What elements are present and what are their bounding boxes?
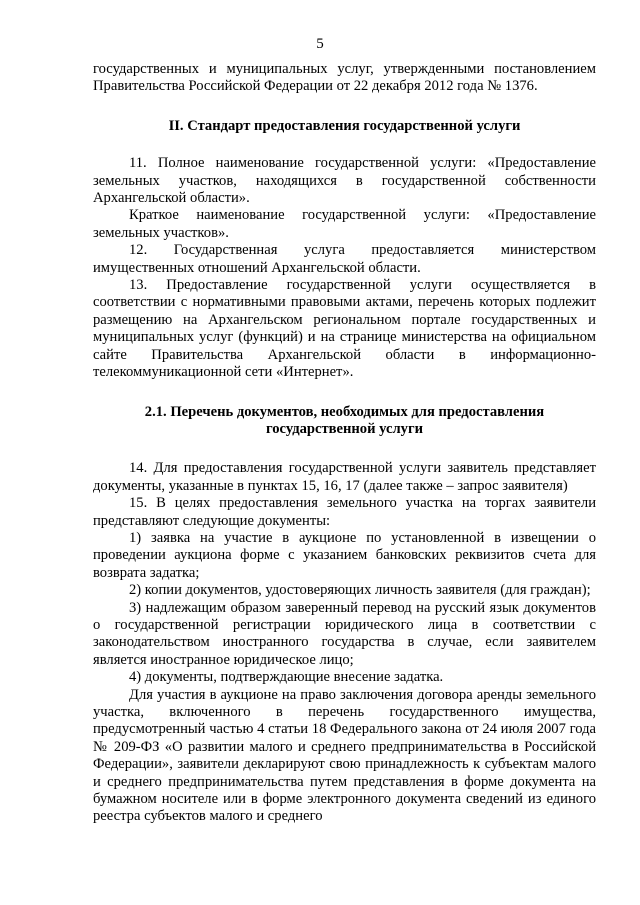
list-item-2: 2) копии документов, удостоверяющих личность заявителя (для граждан); — [129, 582, 591, 599]
paragraph-15: 15. В целях предоставления земельного участка на торгах заявители представляют следующие документы: — [93, 495, 596, 529]
paragraph-13: 13. Предоставление государственной услуги осуществляется в соответствии с нормативными правовыми актами, перечень которых подлежит размещению на Архангельском региональном портале государственных и муниципальных услуг (функций) и на странице министерства на официальном сайте Правительства Архангельской области в информационно-телекоммуникационной сети «Интернет». — [93, 277, 596, 381]
list-item-1: 1) заявка на участие в аукционе по установленной в извещении о проведении аукциона форме с указанием банковских реквизитов счета для возврата задатка; — [93, 529, 596, 581]
paragraph-14: 14. Для предоставления государственной услуги заявитель представляет документы, указанные в пунктах 15, 16, 17 (далее также – запрос заявителя) — [93, 460, 596, 494]
section-ii-heading: II. Стандарт предоставления государственной услуги — [168, 117, 521, 134]
page-number: 5 — [316, 36, 324, 52]
paragraph-12: 12. Государственная услуга предоставляется министерством имущественных отношений Архангельской области. — [93, 242, 596, 276]
list-item-3: 3) надлежащим образом заверенный перевод на русский язык документов о государственной регистрации юридического лица в соответствии с законодательством иностранного государства в случае, если заявителем является иностранное юридическое лицо; — [93, 599, 596, 668]
document-body — [93, 61, 596, 826]
intro-paragraph: государственных и муниципальных услуг, утвержденными постановлением Правительства Российской Федерации от 22 декабря 2012 года № 1376. — [93, 61, 596, 95]
paragraph-auction-lease: Для участия в аукционе на право заключения договора аренды земельного участка, включенного в перечень государственного имущества, предусмотренный частью 4 статьи 18 Федерального закона от 24 июля 2007 года № 209-ФЗ «О развитии малого и среднего предпринимательства в Российской Федерации», заявители декларируют свою принадлежность к субъектам малого и среднего предпринимательства путем представления в форме документа на бумажном носителе или в форме электронного документа сведений из единого реестра субъектов малого и среднего — [93, 686, 596, 825]
paragraph-11: 11. Полное наименование государственной услуги: «Предоставление земельных участков, находящихся в государственной собственности Архангельской области». — [93, 155, 596, 207]
section-2-1-heading: 2.1. Перечень документов, необходимых для предоставления государственной услуги — [144, 403, 545, 437]
paragraph-short-name: Краткое наименование государственной услуги: «Предоставление земельных участков». — [93, 207, 596, 241]
list-item-4: 4) документы, подтверждающие внесение задатка. — [129, 669, 444, 686]
